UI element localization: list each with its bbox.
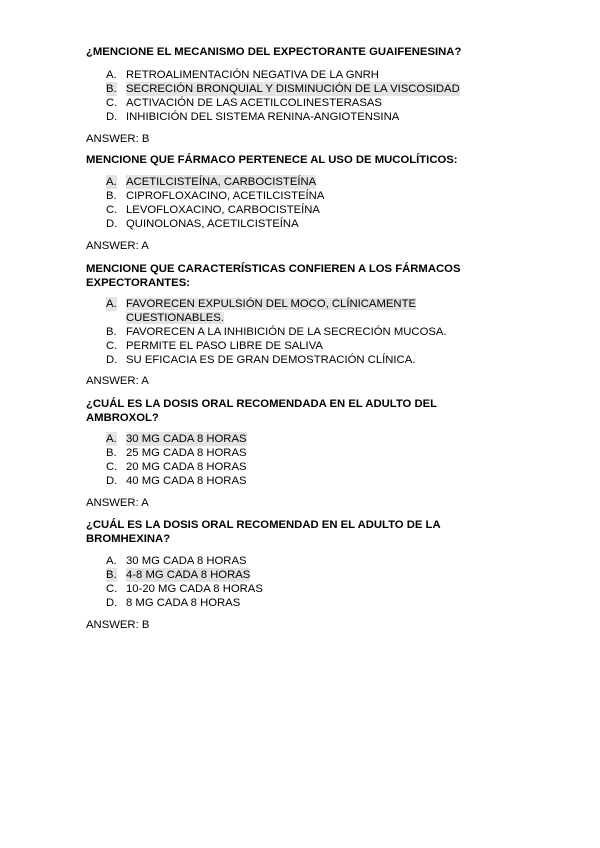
option-letter: A. bbox=[106, 69, 117, 81]
option-letter: C. bbox=[106, 583, 118, 595]
option-letter: B. bbox=[106, 190, 117, 202]
option-letter: D. bbox=[106, 354, 118, 366]
option-text: 40 MG CADA 8 HORAS bbox=[126, 475, 247, 487]
option-4b bbox=[106, 446, 247, 460]
option-5b bbox=[106, 568, 263, 582]
option-3a bbox=[106, 297, 471, 325]
option-text: LEVOFLOXACINO, CARBOCISTEÍNA bbox=[126, 204, 320, 216]
option-text: ACETILCISTEÍNA, CARBOCISTEÍNA bbox=[126, 176, 317, 188]
option-text: FAVORECEN EXPULSIÓN DEL MOCO, CLÍNICAMENTE CUESTIONABLES. bbox=[126, 298, 417, 324]
question-1-options bbox=[106, 68, 460, 124]
option-3d bbox=[106, 353, 471, 367]
option-text: 30 MG CADA 8 HORAS bbox=[126, 555, 247, 567]
option-5d bbox=[106, 596, 263, 610]
question-4-text: ¿CUÁL ES LA DOSIS ORAL RECOMENDADA EN EL ADULTO DEL AMBROXOL? bbox=[86, 398, 437, 424]
option-letter: D. bbox=[106, 597, 118, 609]
option-text: SECRECIÓN BRONQUIAL Y DISMINUCIÓN DE LA VISCOSIDAD bbox=[126, 83, 460, 95]
answer-5: ANSWER: B bbox=[86, 619, 150, 631]
option-letter: A. bbox=[106, 176, 117, 188]
option-1b bbox=[106, 82, 460, 96]
question-3-text: MENCIONE QUE CARACTERÍSTICAS CONFIEREN A LOS FÁRMACOS EXPECTORANTES: bbox=[86, 263, 461, 289]
answer-1: ANSWER: B bbox=[86, 133, 150, 145]
question-4-options bbox=[106, 432, 247, 488]
option-letter: B. bbox=[106, 83, 117, 95]
option-3b bbox=[106, 325, 471, 339]
option-3c bbox=[106, 339, 471, 353]
answer-2: ANSWER: A bbox=[86, 240, 149, 252]
question-3-options bbox=[106, 297, 471, 367]
option-text: QUINOLONAS, ACETILCISTEÍNA bbox=[126, 218, 299, 230]
question-2-text: MENCIONE QUE FÁRMACO PERTENECE AL USO DE MUCOLÍTICOS: bbox=[86, 154, 458, 166]
option-text: PERMITE EL PASO LIBRE DE SALIVA bbox=[126, 340, 323, 352]
option-5a bbox=[106, 554, 263, 568]
option-text: ACTIVACIÓN DE LAS ACETILCOLINESTERASAS bbox=[126, 97, 382, 109]
option-text: CIPROFLOXACINO, ACETILCISTEÍNA bbox=[126, 190, 325, 202]
option-1c bbox=[106, 96, 460, 110]
option-text: INHIBICIÓN DEL SISTEMA RENINA-ANGIOTENSINA bbox=[126, 111, 400, 123]
option-text: FAVORECEN A LA INHIBICIÓN DE LA SECRECIÓN MUCOSA. bbox=[126, 326, 447, 338]
option-letter: C. bbox=[106, 461, 118, 473]
question-2-options bbox=[106, 175, 324, 231]
option-text: 10-20 MG CADA 8 HORAS bbox=[126, 583, 263, 595]
option-2a bbox=[106, 175, 324, 189]
option-letter: C. bbox=[106, 204, 118, 216]
option-text: 4-8 MG CADA 8 HORAS bbox=[126, 569, 251, 581]
option-2b bbox=[106, 189, 324, 203]
option-text: 25 MG CADA 8 HORAS bbox=[126, 447, 247, 459]
option-1a bbox=[106, 68, 460, 82]
option-letter: B. bbox=[106, 569, 117, 581]
option-2c bbox=[106, 203, 324, 217]
option-text: 30 MG CADA 8 HORAS bbox=[126, 433, 247, 445]
option-4a bbox=[106, 432, 247, 446]
option-letter: A. bbox=[106, 433, 117, 445]
option-4c bbox=[106, 460, 247, 474]
option-5c bbox=[106, 582, 263, 596]
option-4d bbox=[106, 474, 247, 488]
option-letter: A. bbox=[106, 555, 117, 567]
option-letter: D. bbox=[106, 218, 118, 230]
option-letter: D. bbox=[106, 111, 118, 123]
option-letter: C. bbox=[106, 340, 118, 352]
answer-4: ANSWER: A bbox=[86, 497, 149, 509]
option-1d bbox=[106, 110, 460, 124]
option-letter: B. bbox=[106, 326, 117, 338]
option-text: SU EFICACIA ES DE GRAN DEMOSTRACIÓN CLÍNICA. bbox=[126, 354, 416, 366]
option-text: RETROALIMENTACIÓN NEGATIVA DE LA GNRH bbox=[126, 69, 379, 81]
question-5-text: ¿CUÁL ES LA DOSIS ORAL RECOMENDAD EN EL ADULTO DE LA BROMHEXINA? bbox=[86, 519, 441, 545]
question-1-text: ¿MENCIONE EL MECANISMO DEL EXPECTORANTE GUAIFENESINA? bbox=[86, 46, 462, 58]
option-letter: D. bbox=[106, 475, 118, 487]
option-2d bbox=[106, 217, 324, 231]
option-text: 8 MG CADA 8 HORAS bbox=[126, 597, 241, 609]
option-text: 20 MG CADA 8 HORAS bbox=[126, 461, 247, 473]
answer-3: ANSWER: A bbox=[86, 375, 149, 387]
option-letter: C. bbox=[106, 97, 118, 109]
question-5-options bbox=[106, 554, 263, 610]
option-letter: B. bbox=[106, 447, 117, 459]
option-letter: A. bbox=[106, 298, 117, 310]
